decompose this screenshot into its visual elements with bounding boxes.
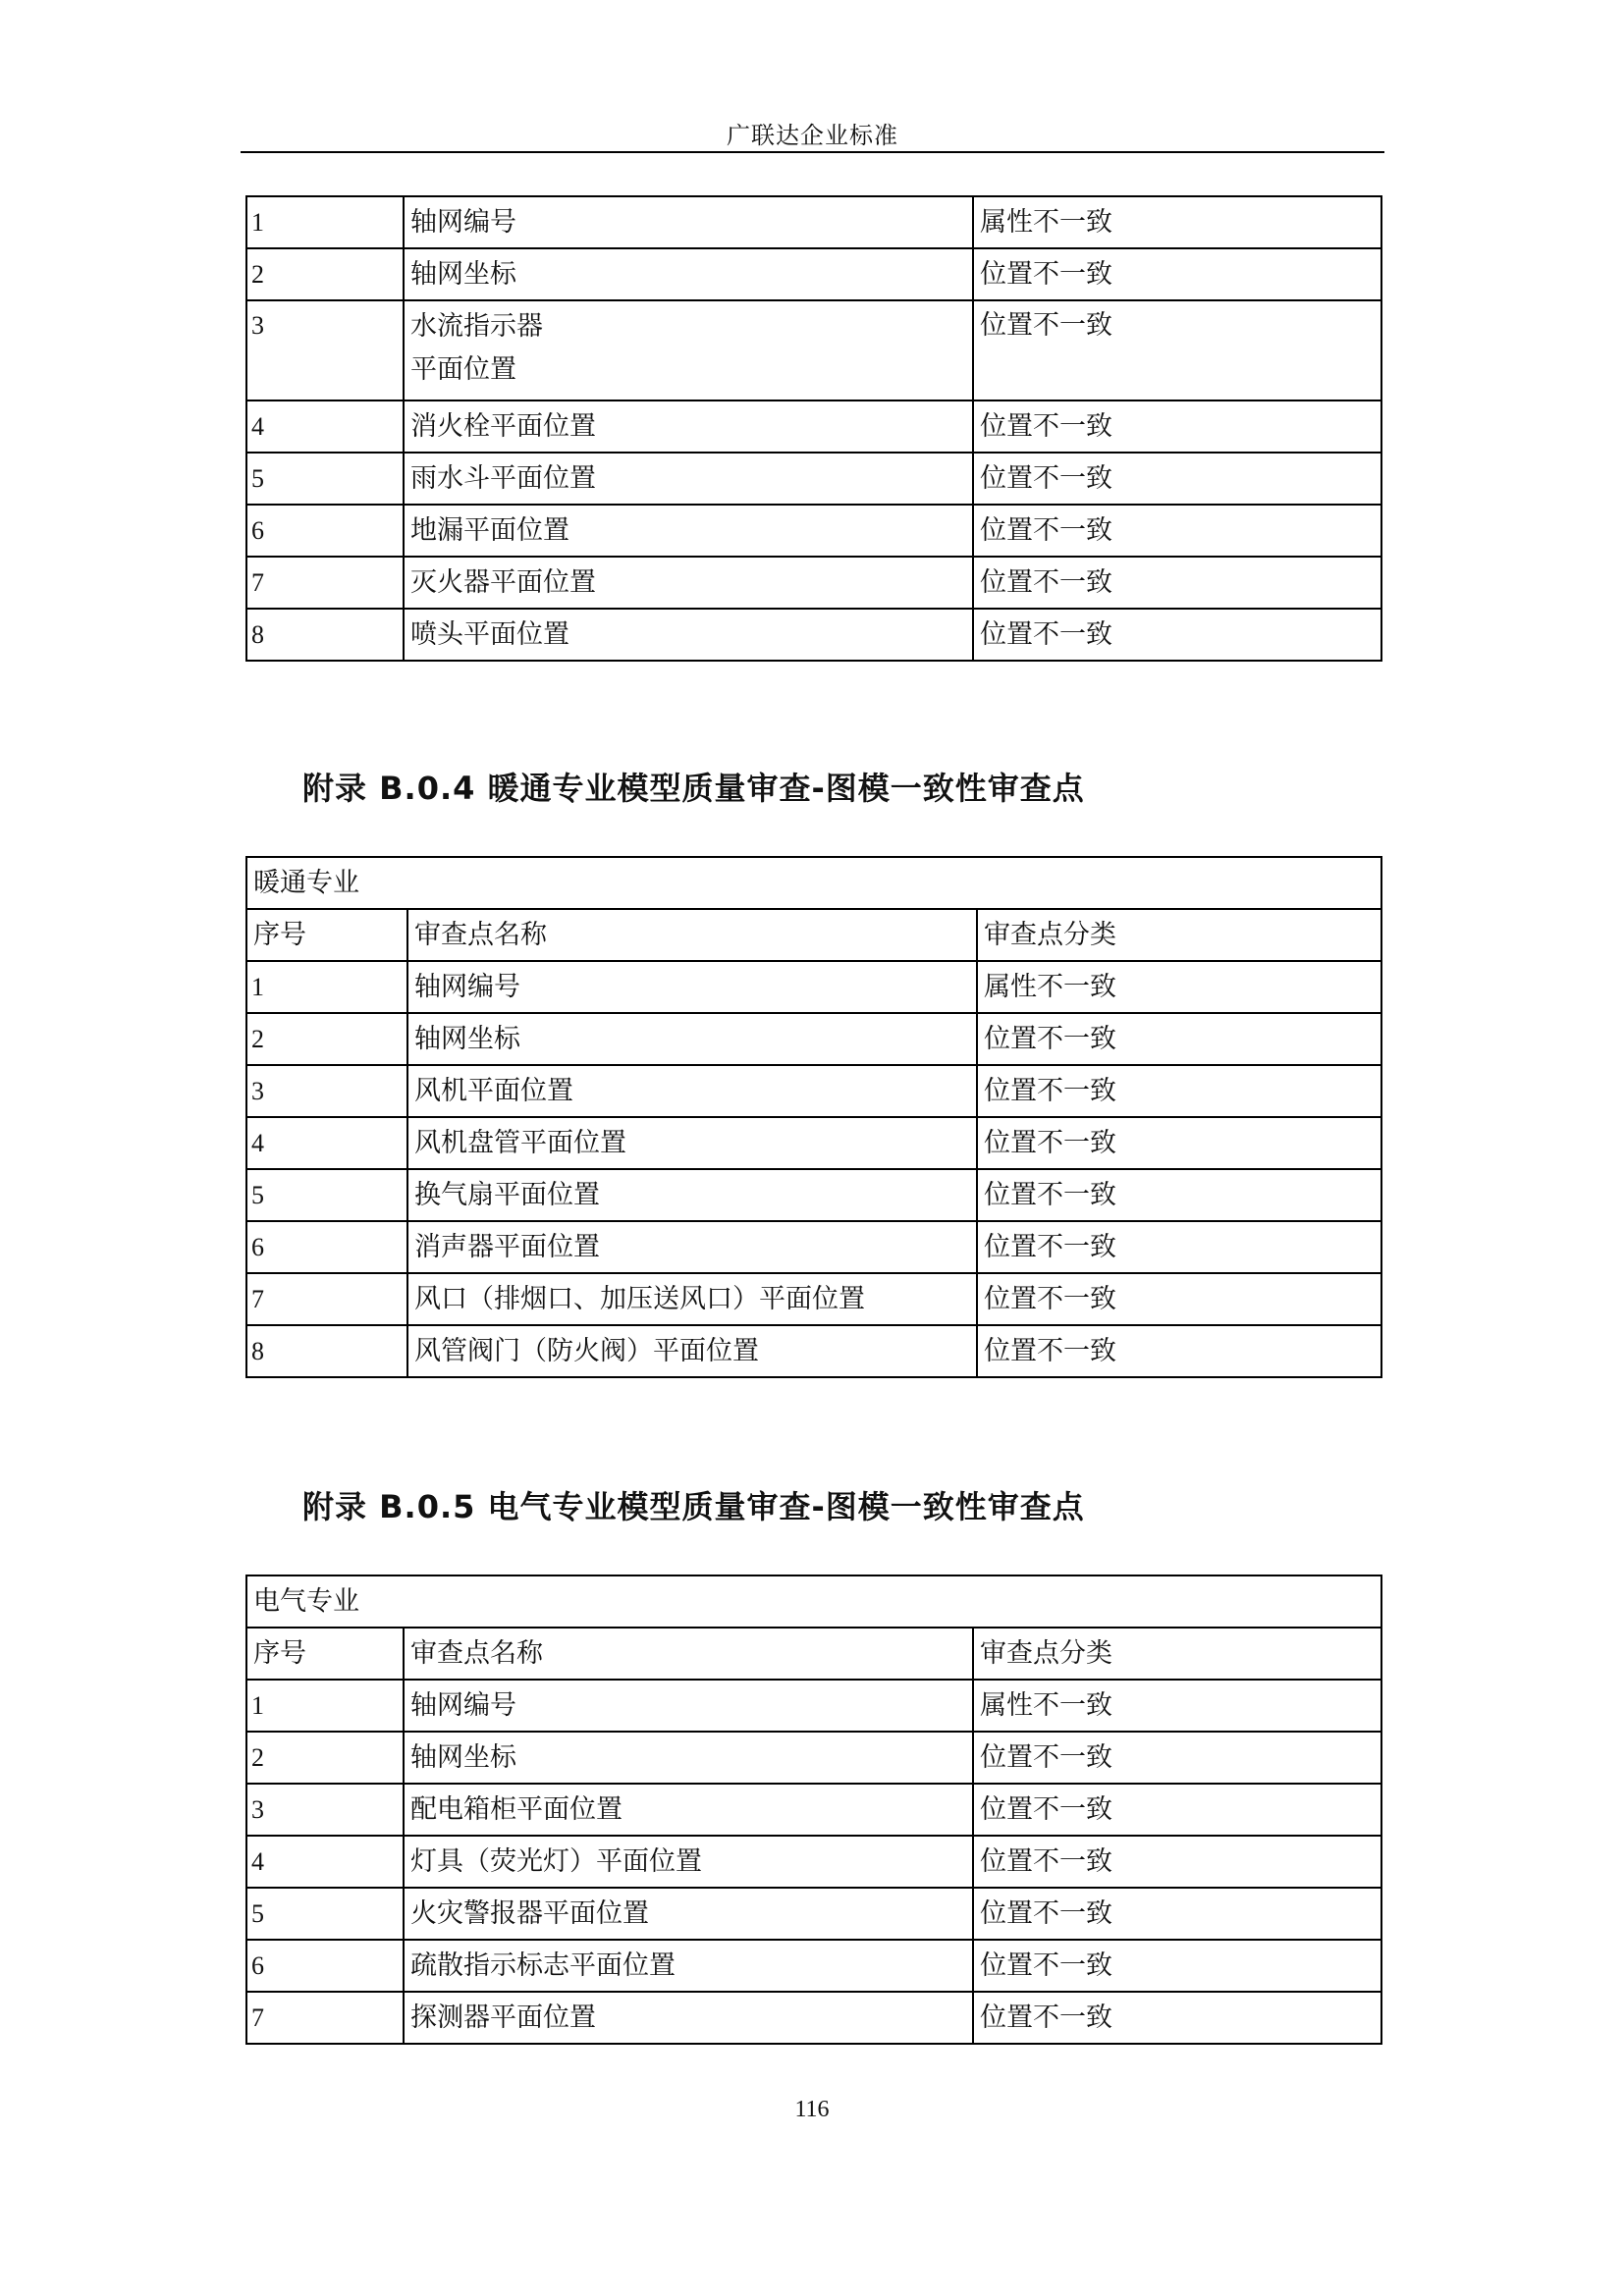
check-point-category: 位置不一致 [977, 1117, 1381, 1169]
check-point-name: 配电箱柜平面位置 [404, 1784, 973, 1836]
check-point-category: 位置不一致 [973, 300, 1381, 400]
check-point-category: 位置不一致 [973, 1732, 1381, 1784]
check-point-category: 位置不一致 [973, 557, 1381, 609]
row-number: 4 [246, 1836, 404, 1888]
row-number: 5 [246, 1169, 407, 1221]
row-number: 3 [246, 1784, 404, 1836]
header-divider [241, 151, 1384, 153]
check-point-name: 消火栓平面位置 [404, 400, 973, 453]
check-point-name: 地漏平面位置 [404, 505, 973, 557]
check-point-name: 灯具（荧光灯）平面位置 [404, 1836, 973, 1888]
page-header-title: 广联达企业标准 [727, 122, 898, 149]
table-row [246, 400, 1381, 453]
table-row [246, 1940, 1381, 1992]
table-row [246, 1117, 1381, 1169]
check-point-category: 位置不一致 [977, 1273, 1381, 1325]
table-row [246, 1013, 1381, 1065]
row-number: 2 [246, 1732, 404, 1784]
row-number: 6 [246, 505, 404, 557]
row-number: 3 [246, 1065, 407, 1117]
table-row [246, 961, 1381, 1013]
check-point-category: 位置不一致 [977, 1013, 1381, 1065]
check-point-category: 位置不一致 [977, 1325, 1381, 1377]
check-point-category: 位置不一致 [973, 1836, 1381, 1888]
table-row [246, 1221, 1381, 1273]
table-row [246, 196, 1381, 248]
table-row [246, 1992, 1381, 2044]
column-header-name: 审查点名称 [407, 909, 977, 961]
table-row [246, 300, 1381, 400]
column-header-category: 审查点分类 [977, 909, 1381, 961]
check-point-name: 灭火器平面位置 [404, 557, 973, 609]
row-number: 5 [246, 453, 404, 505]
check-point-name: 喷头平面位置 [404, 609, 973, 661]
table-row [246, 1680, 1381, 1732]
check-point-name: 探测器平面位置 [404, 1992, 973, 2044]
row-number: 7 [246, 1273, 407, 1325]
check-point-name: 疏散指示标志平面位置 [404, 1940, 973, 1992]
check-point-category: 位置不一致 [973, 400, 1381, 453]
column-header-no: 序号 [246, 1628, 404, 1680]
table-row [246, 609, 1381, 661]
column-header-no: 序号 [246, 909, 407, 961]
table-row [246, 505, 1381, 557]
row-number: 5 [246, 1888, 404, 1940]
section-heading-electrical: 附录 B.0.5 电气专业模型质量审查-图模一致性审查点 [302, 1488, 1085, 1525]
table-row [246, 248, 1381, 300]
page-number: 116 [794, 2097, 830, 2122]
check-point-category: 位置不一致 [973, 1992, 1381, 2044]
check-point-name: 换气扇平面位置 [407, 1169, 977, 1221]
electrical-check-table [245, 1575, 1382, 2045]
check-point-name: 风机盘管平面位置 [407, 1117, 977, 1169]
table-row [246, 1784, 1381, 1836]
check-point-category: 位置不一致 [973, 248, 1381, 300]
check-point-category: 位置不一致 [973, 1784, 1381, 1836]
table-caption-row [246, 1575, 1381, 1628]
row-number: 6 [246, 1940, 404, 1992]
check-point-name-line: 水流指示器 [410, 311, 543, 342]
table-row [246, 1065, 1381, 1117]
row-number: 8 [246, 609, 404, 661]
row-number: 1 [246, 1680, 404, 1732]
check-point-name: 轴网坐标 [407, 1013, 977, 1065]
table-caption-row [246, 857, 1381, 909]
table-row [246, 1888, 1381, 1940]
check-point-category: 位置不一致 [973, 505, 1381, 557]
check-point-name: 风机平面位置 [407, 1065, 977, 1117]
check-point-name: 轴网坐标 [404, 1732, 973, 1784]
column-header-category: 审查点分类 [973, 1628, 1381, 1680]
column-header-name: 审查点名称 [404, 1628, 973, 1680]
table-row [246, 453, 1381, 505]
row-number: 4 [246, 1117, 407, 1169]
row-number: 2 [246, 248, 404, 300]
row-number: 7 [246, 1992, 404, 2044]
row-number: 6 [246, 1221, 407, 1273]
check-point-category: 属性不一致 [973, 1680, 1381, 1732]
row-number: 3 [246, 300, 404, 400]
check-point-name: 雨水斗平面位置 [404, 453, 973, 505]
check-point-category: 位置不一致 [973, 609, 1381, 661]
check-point-name: 风口（排烟口、加压送风口）平面位置 [407, 1273, 977, 1325]
check-point-category: 位置不一致 [973, 1888, 1381, 1940]
water-supply-check-table [245, 195, 1382, 662]
table-header-row [246, 1628, 1381, 1680]
table-row [246, 1273, 1381, 1325]
table-row [246, 1325, 1381, 1377]
table-header-row [246, 909, 1381, 961]
row-number: 7 [246, 557, 404, 609]
check-point-name: 消声器平面位置 [407, 1221, 977, 1273]
check-point-category: 属性不一致 [977, 961, 1381, 1013]
check-point-name: 轴网坐标 [404, 248, 973, 300]
check-point-name: 轴网编号 [404, 1680, 973, 1732]
table-row [246, 1836, 1381, 1888]
check-point-category: 属性不一致 [973, 196, 1381, 248]
row-number: 1 [246, 196, 404, 248]
check-point-name: 风管阀门（防火阀）平面位置 [407, 1325, 977, 1377]
check-point-name: 轴网编号 [404, 196, 973, 248]
table-caption: 电气专业 [246, 1575, 1381, 1628]
row-number: 2 [246, 1013, 407, 1065]
table-row [246, 1732, 1381, 1784]
check-point-category: 位置不一致 [973, 453, 1381, 505]
check-point-name [404, 300, 973, 400]
check-point-category: 位置不一致 [977, 1065, 1381, 1117]
table-row [246, 1169, 1381, 1221]
table-caption: 暖通专业 [246, 857, 1381, 909]
row-number: 1 [246, 961, 407, 1013]
check-point-name-line: 平面位置 [410, 354, 516, 385]
check-point-category: 位置不一致 [977, 1169, 1381, 1221]
hvac-check-table [245, 856, 1382, 1378]
check-point-name: 轴网编号 [407, 961, 977, 1013]
section-heading-hvac: 附录 B.0.4 暖通专业模型质量审查-图模一致性审查点 [302, 770, 1085, 807]
check-point-category: 位置不一致 [973, 1940, 1381, 1992]
check-point-name: 火灾警报器平面位置 [404, 1888, 973, 1940]
row-number: 4 [246, 400, 404, 453]
table-row [246, 557, 1381, 609]
check-point-category: 位置不一致 [977, 1221, 1381, 1273]
row-number: 8 [246, 1325, 407, 1377]
